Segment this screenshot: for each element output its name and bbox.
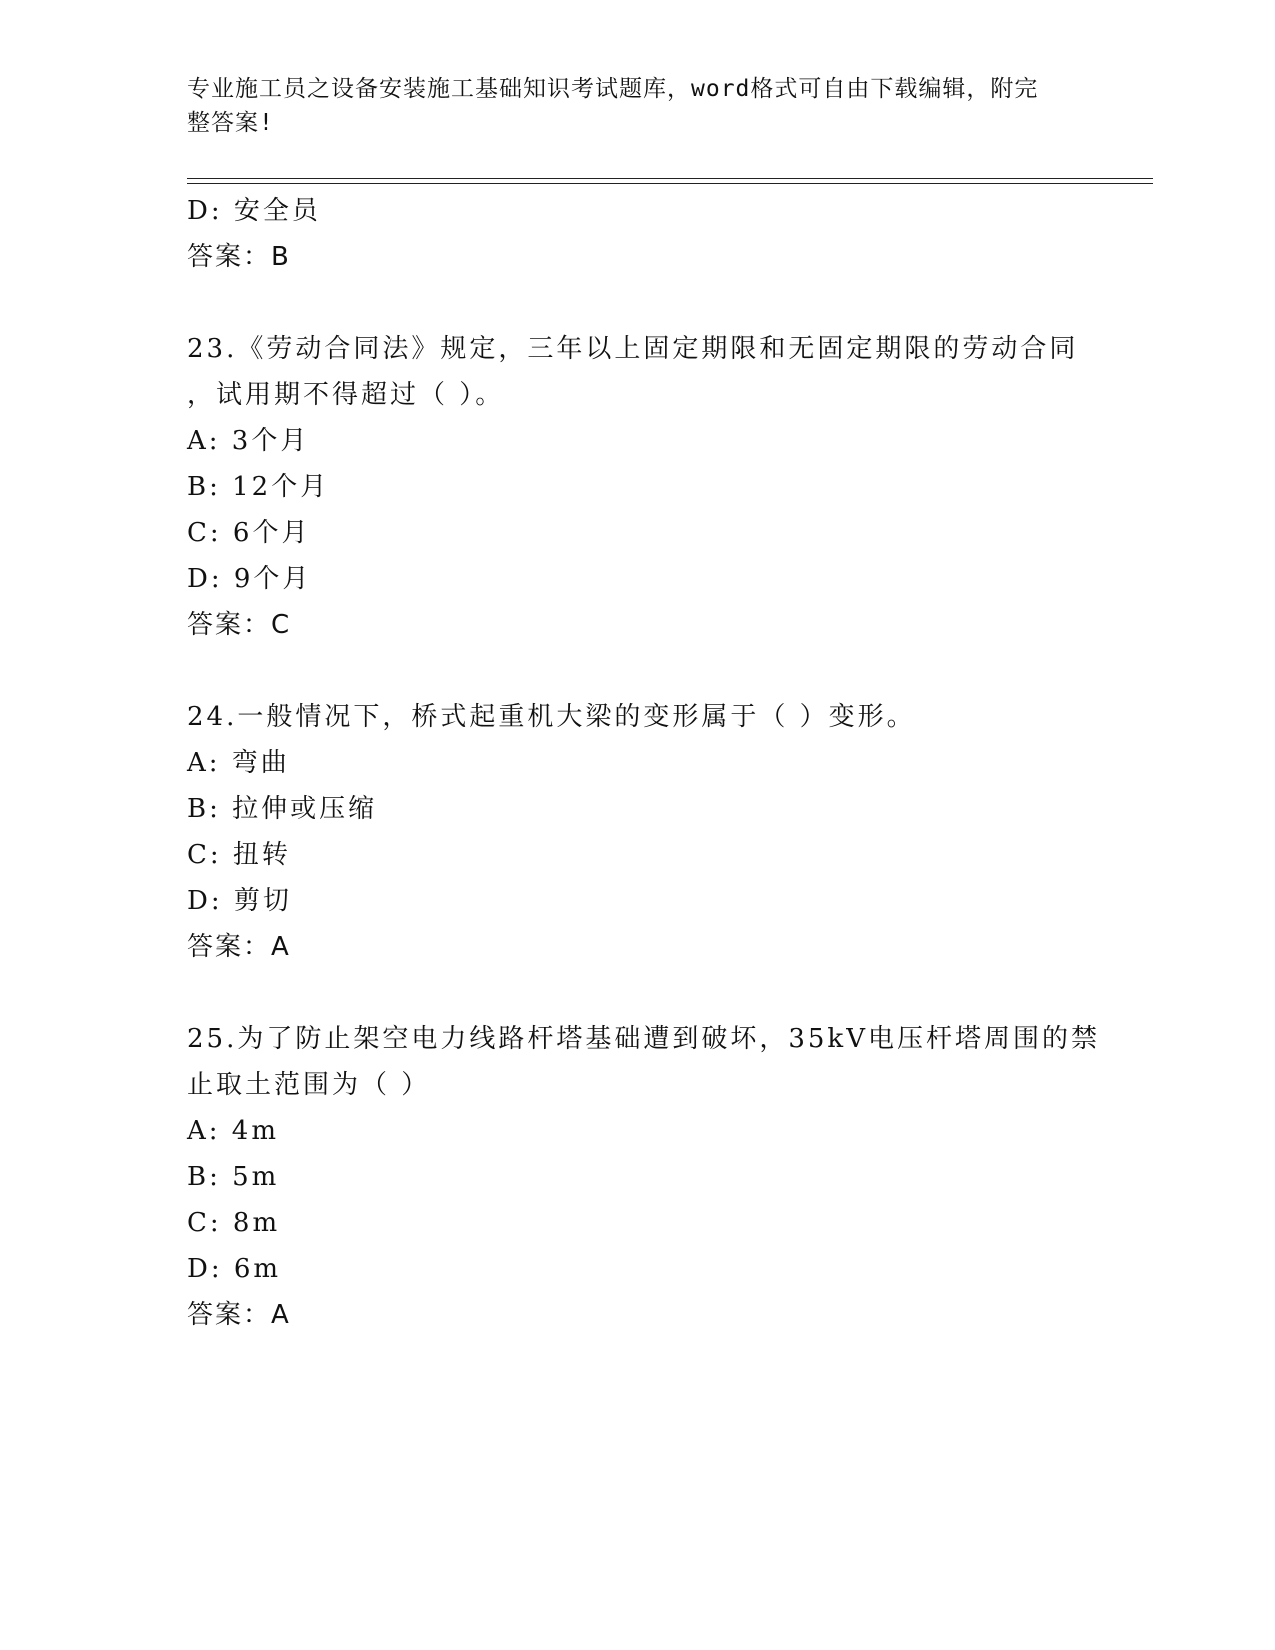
option-d: D: 9个月 [187, 564, 312, 594]
answer-label: 答案：C [187, 610, 292, 640]
spacer [187, 970, 1087, 1016]
option-d: D: 6m [187, 1254, 282, 1284]
spacer [187, 648, 1087, 694]
option-b: B: 拉伸或压缩 [187, 794, 378, 824]
option-b: B: 5m [187, 1162, 280, 1192]
question-24 [187, 694, 1087, 970]
option-d: D: 安全员 [187, 196, 321, 226]
question-stem-continued: 止取土范围为（ ） [187, 1070, 431, 1100]
header-divider-top [187, 178, 1153, 179]
question-23 [187, 326, 1087, 648]
question-stem: 23.《劳动合同法》规定，三年以上固定期限和无固定期限的劳动合同 [187, 334, 1079, 364]
answer-label: 答案：A [187, 1300, 291, 1330]
question-list [187, 188, 1100, 1338]
answer-label: 答案：B [187, 242, 291, 272]
option-d: D: 剪切 [187, 886, 292, 916]
spacer [187, 280, 1087, 326]
document-header [187, 72, 1067, 140]
question-25 [187, 1016, 1100, 1338]
header-divider-bottom [187, 183, 1153, 184]
option-a: A: 弯曲 [187, 748, 290, 778]
header-line-1: 专业施工员之设备安装施工基础知识考试题库，word格式可自由下载编辑，附完 [187, 76, 1039, 102]
answer-label: 答案：A [187, 932, 291, 962]
option-c: C: 8m [187, 1208, 281, 1238]
question-stem: 24.一般情况下，桥式起重机大梁的变形属于（ ）变形。 [187, 702, 916, 732]
question-stem-continued: ，试用期不得超过（ ）。 [187, 380, 505, 410]
option-c: C: 扭转 [187, 840, 291, 870]
option-b: B: 12个月 [187, 472, 330, 502]
question-stem: 25.为了防止架空电力线路杆塔基础遭到破坏，35kV电压杆塔周围的禁 [187, 1024, 1100, 1054]
option-a: A: 3个月 [187, 426, 310, 456]
option-a: A: 4m [187, 1116, 279, 1146]
previous-question-tail [187, 188, 1087, 280]
header-line-2: 整答案! [187, 110, 274, 136]
option-c: C: 6个月 [187, 518, 311, 548]
